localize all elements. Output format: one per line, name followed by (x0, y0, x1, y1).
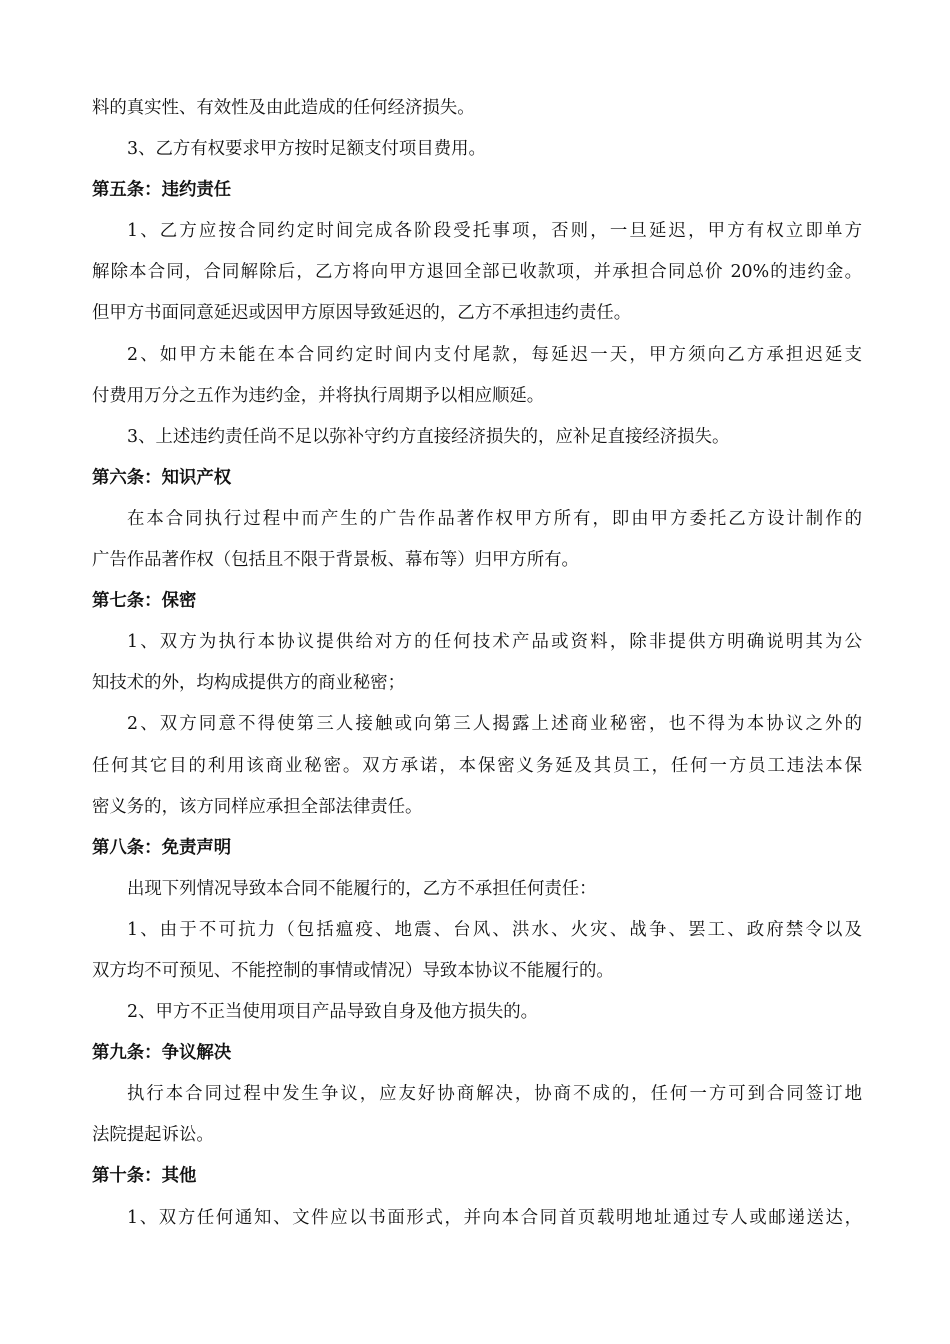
paragraph-line: 1、双方为执行本协议提供给对方的任何技术产品或资料，除非提供方明确说明其为公 (127, 632, 862, 653)
paragraph-line: 但甲方书面同意延迟或因甲方原因导致延迟的，乙方不承担违约责任。 (92, 303, 632, 324)
section-heading: 第六条：知识产权 (92, 467, 232, 488)
paragraph-line: 3、上述违约责任尚不足以弥补守约方直接经济损失的，应补足直接经济损失。 (127, 426, 730, 447)
paragraph-line: 1、乙方应按合同约定时间完成各阶段受托事项，否则，一旦延迟，甲方有权立即单方 (127, 221, 862, 242)
paragraph-line: 2、双方同意不得使第三人接触或向第三人揭露上述商业秘密，也不得为本协议之外的 (127, 714, 862, 735)
paragraph-line: 1、双方任何通知、文件应以书面形式，并向本合同首页载明地址通过专人或邮递送达， (127, 1207, 862, 1228)
paragraph-line: 2、如甲方未能在本合同约定时间内支付尾款，每延迟一天，甲方须向乙方承担迟延支 (127, 344, 862, 365)
paragraph-line: 1、由于不可抗力（包括瘟疫、地震、台风、洪水、火灾、战争、罢工、政府禁令以及 (127, 919, 862, 940)
paragraph-line: 3、乙方有权要求甲方按时足额支付项目费用。 (127, 139, 486, 160)
paragraph-line: 双方均不可预见、不能控制的事情或情况）导致本协议不能履行的。 (92, 960, 614, 981)
contract-page (92, 88, 862, 1239)
section-heading: 第七条：保密 (92, 591, 197, 612)
paragraph-line: 执行本合同过程中发生争议，应友好协商解决，协商不成的，任何一方可到合同签订地 (127, 1084, 862, 1105)
paragraph-line: 2、甲方不正当使用项目产品导致自身及他方损失的。 (127, 1002, 539, 1023)
paragraph-line: 出现下列情况导致本合同不能履行的，乙方不承担任何责任： (127, 878, 597, 899)
paragraph-line: 料的真实性、有效性及由此造成的任何经济损失。 (92, 98, 475, 118)
paragraph-line: 密义务的，该方同样应承担全部法律责任。 (92, 796, 423, 817)
section-heading: 第五条：违约责任 (92, 180, 232, 201)
paragraph-line: 法院提起诉讼。 (92, 1125, 214, 1146)
paragraph-line: 知技术的外，均构成提供方的商业秘密； (92, 673, 406, 694)
section-heading: 第九条：争议解决 (92, 1043, 232, 1064)
paragraph-line: 在本合同执行过程中而产生的广告作品著作权甲方所有，即由甲方委托乙方设计制作的 (127, 508, 862, 529)
paragraph-line: 任何其它目的利用该商业秘密。双方承诺，本保密义务延及其员工，任何一方员工违法本保 (92, 755, 862, 776)
section-heading: 第八条：免责声明 (92, 837, 232, 858)
paragraph-line: 付费用万分之五作为违约金，并将执行周期予以相应顺延。 (92, 385, 545, 406)
section-heading: 第十条：其他 (92, 1166, 197, 1187)
paragraph-line: 解除本合同，合同解除后，乙方将向甲方退回全部已收款项，并承担合同总价 20%的违约金。 (92, 262, 862, 283)
paragraph-line: 广告作品著作权（包括且不限于背景板、幕布等）归甲方所有。 (92, 550, 579, 571)
